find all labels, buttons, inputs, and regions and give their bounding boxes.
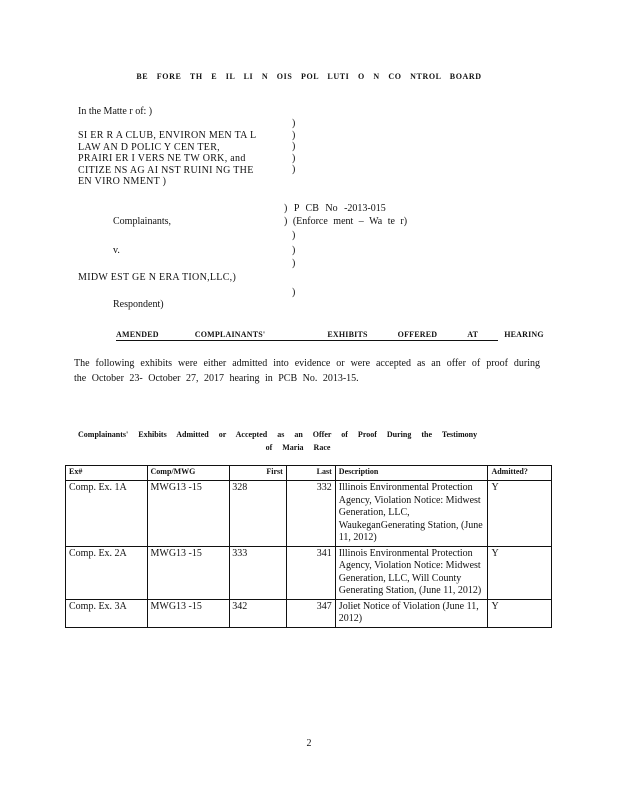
exhibit-number: Comp. Ex. 3A <box>66 599 148 627</box>
heading-word: AMENDED <box>116 330 159 339</box>
exhibit-description: Illinois Environmental Protection Agency, Violation Notice: Midwest Generation, LLC, Will County Generating Station, (June 11, 2012) <box>335 546 488 599</box>
party-line: EN VIRO NMENT ) <box>78 176 167 187</box>
heading-word: EXHIBITS <box>327 330 368 339</box>
admitted-status: Y <box>488 481 552 547</box>
table-row <box>66 481 552 547</box>
column-header: Description <box>335 466 488 481</box>
complainants-label: Complainants, <box>113 216 172 227</box>
column-header: Comp/MWG <box>147 466 230 481</box>
bracket: ) <box>292 164 296 175</box>
exhibit-description: Joliet Notice of Violation (June 11, 2012) <box>335 599 488 627</box>
last-page: 341 <box>286 546 335 599</box>
respondent-label: Respondent) <box>113 299 164 310</box>
exhibits-table <box>65 465 552 628</box>
last-page: 347 <box>286 599 335 627</box>
exhibit-description: Illinois Environmental Protection Agency, Violation Notice: Midwest Generation, LLC, WaukeganGenerating Station, (June 11, 2012) <box>335 481 488 547</box>
party-line: PRAIRI ER I VERS NE TW ORK, and <box>78 153 246 164</box>
table-caption-line: Complainants' Exhibits Admitted or Accepted as an Offer of Proof During the Testimony <box>78 430 478 439</box>
party-line: SI ER R A CLUB, ENVIRON MEN TA L <box>78 130 257 141</box>
table-caption <box>78 428 518 454</box>
heading-word: HEARING <box>504 330 544 339</box>
party-line: CITIZE NS AG AI NST RUINI NG THE <box>78 164 254 176</box>
admitted-status: Y <box>488 599 552 627</box>
comp-mwg: MWG13 -15 <box>147 481 230 547</box>
bracket: ) <box>292 118 296 129</box>
heading-word: COMPLAINANTS' <box>194 330 266 339</box>
first-page: 328 <box>230 481 287 547</box>
column-header: First <box>230 466 287 481</box>
table-row <box>66 599 552 627</box>
matter-line: In the Matte r of: ) <box>78 106 153 117</box>
bracket: ) <box>292 129 296 141</box>
section-heading <box>116 330 544 341</box>
column-header: Admitted? <box>488 466 552 481</box>
table-caption-line: of Maria Race <box>265 443 331 452</box>
case-number: ) P CB No -2013-015 <box>284 203 386 214</box>
respondent-name: MIDW EST GE N ERA TION,LLC,) <box>78 272 237 283</box>
bracket: ) <box>292 141 296 152</box>
party-line: LAW AN D POLIC Y CEN TER, <box>78 141 220 153</box>
enforcement-label: ) (Enforce ment – Wa te r) <box>284 216 408 227</box>
first-page: 342 <box>230 599 287 627</box>
versus-label: v. <box>113 245 120 256</box>
exhibit-number: Comp. Ex. 2A <box>66 546 148 599</box>
table-header-row <box>66 466 552 481</box>
intro-paragraph: The following exhibits were either admitted into evidence or were accepted as an offer of proof during the October 23- October 27, 2017 hearing in PCB No. 2013-15. <box>74 358 540 384</box>
page-number: 2 <box>306 738 312 749</box>
bracket: ) <box>292 230 296 241</box>
bracket: ) <box>292 258 296 269</box>
comp-mwg: MWG13 -15 <box>147 546 230 599</box>
column-header: Last <box>286 466 335 481</box>
table-row <box>66 546 552 599</box>
first-page: 333 <box>230 546 287 599</box>
bracket: ) <box>292 245 296 256</box>
complainant-parties <box>78 130 283 188</box>
comp-mwg: MWG13 -15 <box>147 599 230 627</box>
heading-word: OFFERED <box>397 330 438 339</box>
board-title: BE FORE TH E IL LI N OIS POL LUTI O N CO NTROL BOARD <box>136 72 482 81</box>
bracket: ) <box>292 287 296 298</box>
column-header: Ex# <box>66 466 148 481</box>
last-page: 332 <box>286 481 335 547</box>
heading-word: AT <box>467 330 479 339</box>
exhibit-number: Comp. Ex. 1A <box>66 481 148 547</box>
caption-brackets <box>292 118 295 176</box>
admitted-status: Y <box>488 546 552 599</box>
bracket: ) <box>292 152 296 164</box>
